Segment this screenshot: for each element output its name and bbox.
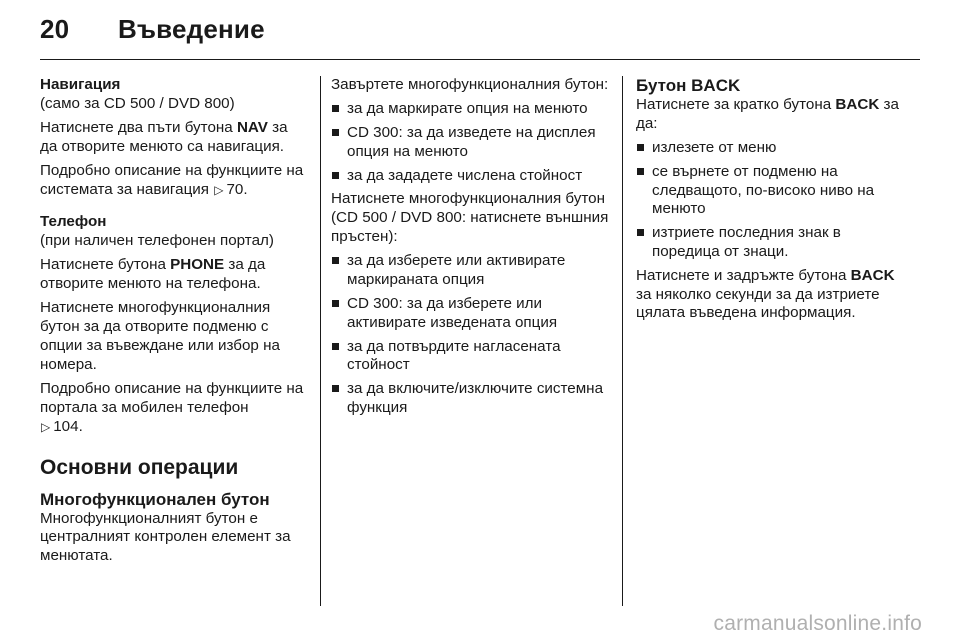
bullet-square-icon: [332, 300, 339, 307]
list-item: се върнете от подменю на следващото, по-високо ниво на менюто: [636, 163, 906, 219]
column-2: [331, 76, 609, 423]
list-item: за да включите/изключите системна функция: [331, 380, 609, 418]
bullet-square-icon: [332, 105, 339, 112]
phone-key-label: PHONE: [170, 256, 225, 274]
bullet-square-icon: [332, 129, 339, 136]
multifunction-knob-heading: Многофункционален бутон: [40, 489, 270, 509]
bullet-square-icon: [637, 229, 644, 236]
section-title: Основни операции: [40, 455, 239, 479]
page-number: 20: [40, 14, 70, 44]
telephone-paragraph-2: Натиснете многофункционалния бутон за да отворите подменю с опции за въвеждане или избор на номера.: [40, 299, 280, 373]
column-3: [636, 76, 906, 329]
column-divider-2: [622, 76, 623, 606]
telephone-paragraph-3: Подробно описание на функциите на портала за мобилен телефон ▷ 104.: [40, 380, 304, 435]
back-key-label: BACK: [835, 96, 880, 113]
column-divider-1: [320, 76, 321, 606]
page-reference-icon: ▷: [41, 419, 51, 434]
list-item: за да зададете числена стойност: [331, 167, 609, 186]
list-item: за да потвърдите нагласената стойност: [331, 338, 609, 376]
telephone-heading: Телефон: [40, 213, 107, 231]
bullet-square-icon: [332, 343, 339, 350]
page-reference: 104.: [53, 417, 83, 435]
navigation-heading: Навигация: [40, 76, 121, 93]
back-list: [636, 139, 906, 262]
column-1: [40, 76, 308, 571]
list-item: CD 300: за да изберете или активирате изведената опция: [331, 295, 609, 333]
multifunction-knob-paragraph: Многофункционалният бутон е централният контролен елемент за менютата.: [40, 509, 291, 565]
page-reference-icon: ▷: [214, 182, 224, 197]
bullet-square-icon: [332, 172, 339, 179]
bullet-square-icon: [332, 385, 339, 392]
navigation-paragraph-1: Натиснете два пъти бутона NAV за да отворите менюто са навигация.: [40, 119, 288, 155]
press-paragraph: Натиснете многофункционалния бутон (CD 500 / DVD 800: натиснете външния пръстен):: [331, 190, 609, 246]
back-paragraph-2: Натиснете и задръжте бутона BACK за няколко секунди за да изтриете цялата въведена информация.: [636, 266, 895, 322]
bullet-square-icon: [637, 144, 644, 151]
list-item: за да изберете или активирате маркираната опция: [331, 252, 609, 290]
rotate-paragraph: Завъртете многофункционалния бутон:: [331, 76, 609, 93]
list-item: за да маркирате опция на менюто: [331, 100, 609, 119]
navigation-paragraph-2: Подробно описание на функциите на системата за навигация ▷ 70.: [40, 162, 304, 198]
rotate-list: [331, 100, 609, 185]
page-title: Въведение: [118, 14, 265, 44]
back-key-label: BACK: [850, 266, 895, 284]
bullet-square-icon: [637, 168, 644, 175]
back-button-heading: Бутон BACK: [636, 76, 741, 95]
watermark: carmanualsonline.info: [713, 612, 922, 635]
page-reference: 70.: [226, 180, 248, 198]
list-item: изтриете последния знак в поредица от знаци.: [636, 224, 906, 262]
back-paragraph-1: Натиснете за кратко бутона BACK за да:: [636, 96, 899, 132]
page-header: [40, 14, 265, 45]
nav-key-label: NAV: [236, 119, 268, 137]
bullet-square-icon: [332, 257, 339, 264]
telephone-subtitle: (при наличен телефонен портал): [40, 232, 274, 250]
list-item: CD 300: за да изведете на дисплея опция на менюто: [331, 124, 609, 162]
navigation-subtitle: (само за CD 500 / DVD 800): [40, 94, 235, 112]
header-divider: [40, 59, 920, 60]
press-list: [331, 252, 609, 417]
list-item: излезете от меню: [636, 139, 906, 158]
telephone-paragraph-1: Натиснете бутона PHONE за да отворите менюто на телефона.: [40, 256, 266, 293]
